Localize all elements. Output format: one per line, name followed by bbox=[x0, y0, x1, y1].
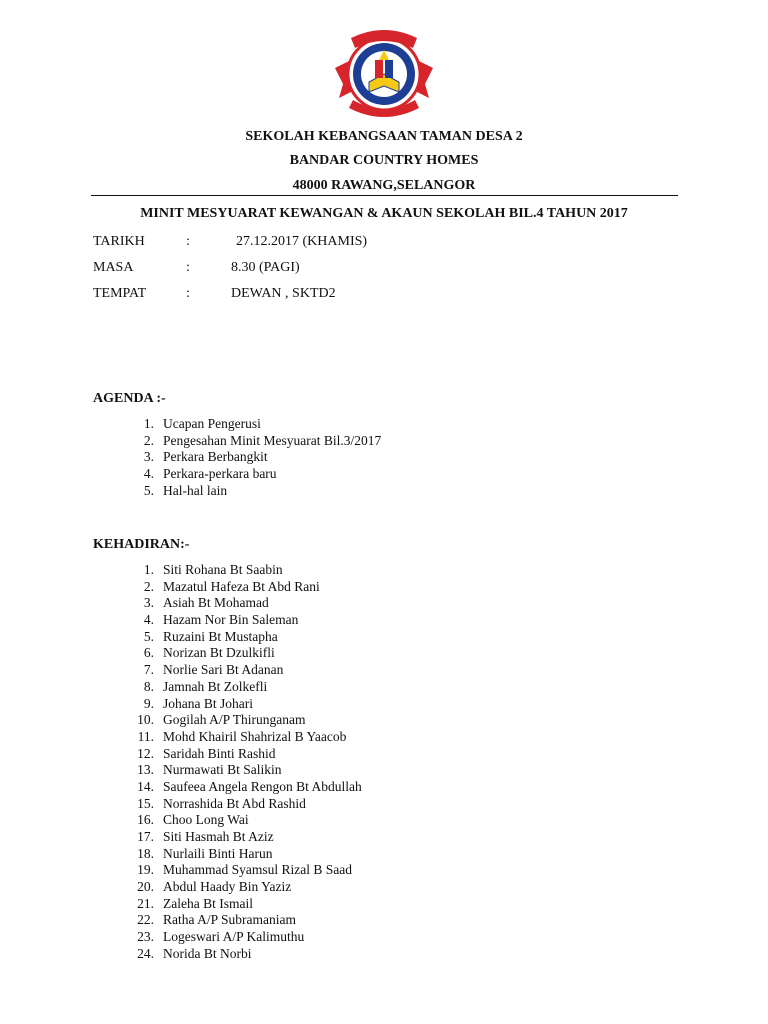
meta-value: 27.12.2017 (KHAMIS) bbox=[236, 234, 368, 249]
meta-separator: : bbox=[186, 260, 190, 275]
school-name: SEKOLAH KEBANGSAAN TAMAN DESA 2 bbox=[245, 129, 523, 144]
school-crest-icon bbox=[329, 20, 439, 122]
header-divider bbox=[91, 195, 678, 196]
meta-label: TARIKH bbox=[93, 234, 145, 249]
meta-label: MASA bbox=[93, 260, 134, 275]
meta-label: TEMPAT bbox=[93, 286, 147, 301]
attendance-heading: KEHADIRAN:- bbox=[93, 537, 190, 552]
school-area: BANDAR COUNTRY HOMES bbox=[289, 153, 479, 168]
document-title: MINIT MESYUARAT KEWANGAN & AKAUN SEKOLAH BIL.4 TAHUN 2017 bbox=[140, 206, 628, 221]
meta-separator: : bbox=[186, 286, 190, 301]
meta-value: DEWAN , SKTD2 bbox=[231, 286, 336, 301]
school-address: 48000 RAWANG,SELANGOR bbox=[292, 178, 476, 193]
meta-separator: : bbox=[186, 234, 190, 249]
meta-value: 8.30 (PAGI) bbox=[231, 260, 300, 275]
agenda-heading: AGENDA :- bbox=[93, 391, 166, 406]
